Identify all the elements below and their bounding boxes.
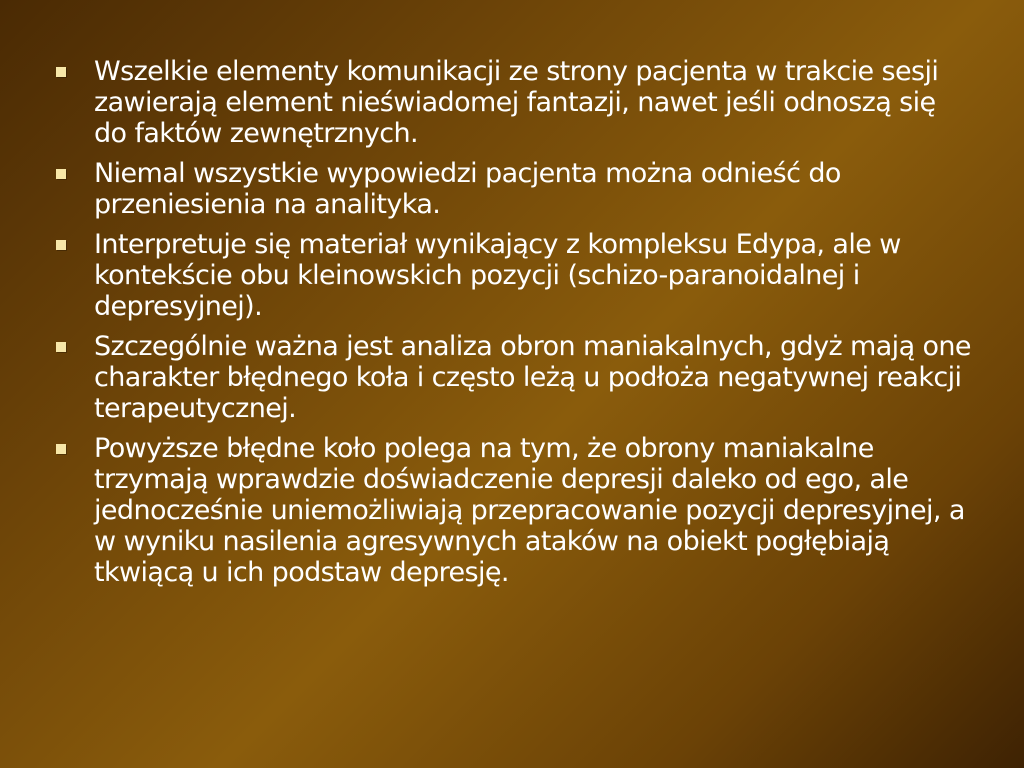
list-item [52, 229, 972, 322]
list-item [52, 158, 972, 220]
bullet-text: Interpretuje się materiał wynikający z kompleksu Edypa, ale w kontekście obu kleinowskich pozycji (schizo-paranoidalnej i depresyjnej). [94, 229, 901, 322]
bullet-text: Powyższe błędne koło polega na tym, że obrony maniakalne trzymają wprawdzie doświadczenie depresji daleko od ego, ale jednocześnie uniemożliwiają przepracowanie pozycji depresyjnej, a w wyniku nasilenia agresywnych ataków na obiekt pogłębiają tkwiącą u ich podstaw depresję. [94, 433, 965, 588]
list-item [52, 331, 972, 424]
bullet-text: Niemal wszystkie wypowiedzi pacjenta można odnieść do przeniesienia na analityka. [94, 158, 841, 220]
square-bullet-icon [56, 67, 66, 77]
square-bullet-icon [56, 240, 66, 250]
square-bullet-icon [56, 444, 66, 454]
list-item [52, 56, 972, 149]
bullet-text: Wszelkie elementy komunikacji ze strony pacjenta w trakcie sesji zawierają element nieświadomej fantazji, nawet jeśli odnoszą się do faktów zewnętrznych. [94, 56, 939, 149]
list-item [52, 433, 972, 588]
bullet-text: Szczególnie ważna jest analiza obron maniakalnych, gdyż mają one charakter błędnego koła i często leżą u podłoża negatywnej reakcji terapeutycznej. [94, 331, 971, 424]
bullet-list [52, 56, 972, 597]
square-bullet-icon [56, 342, 66, 352]
square-bullet-icon [56, 169, 66, 179]
